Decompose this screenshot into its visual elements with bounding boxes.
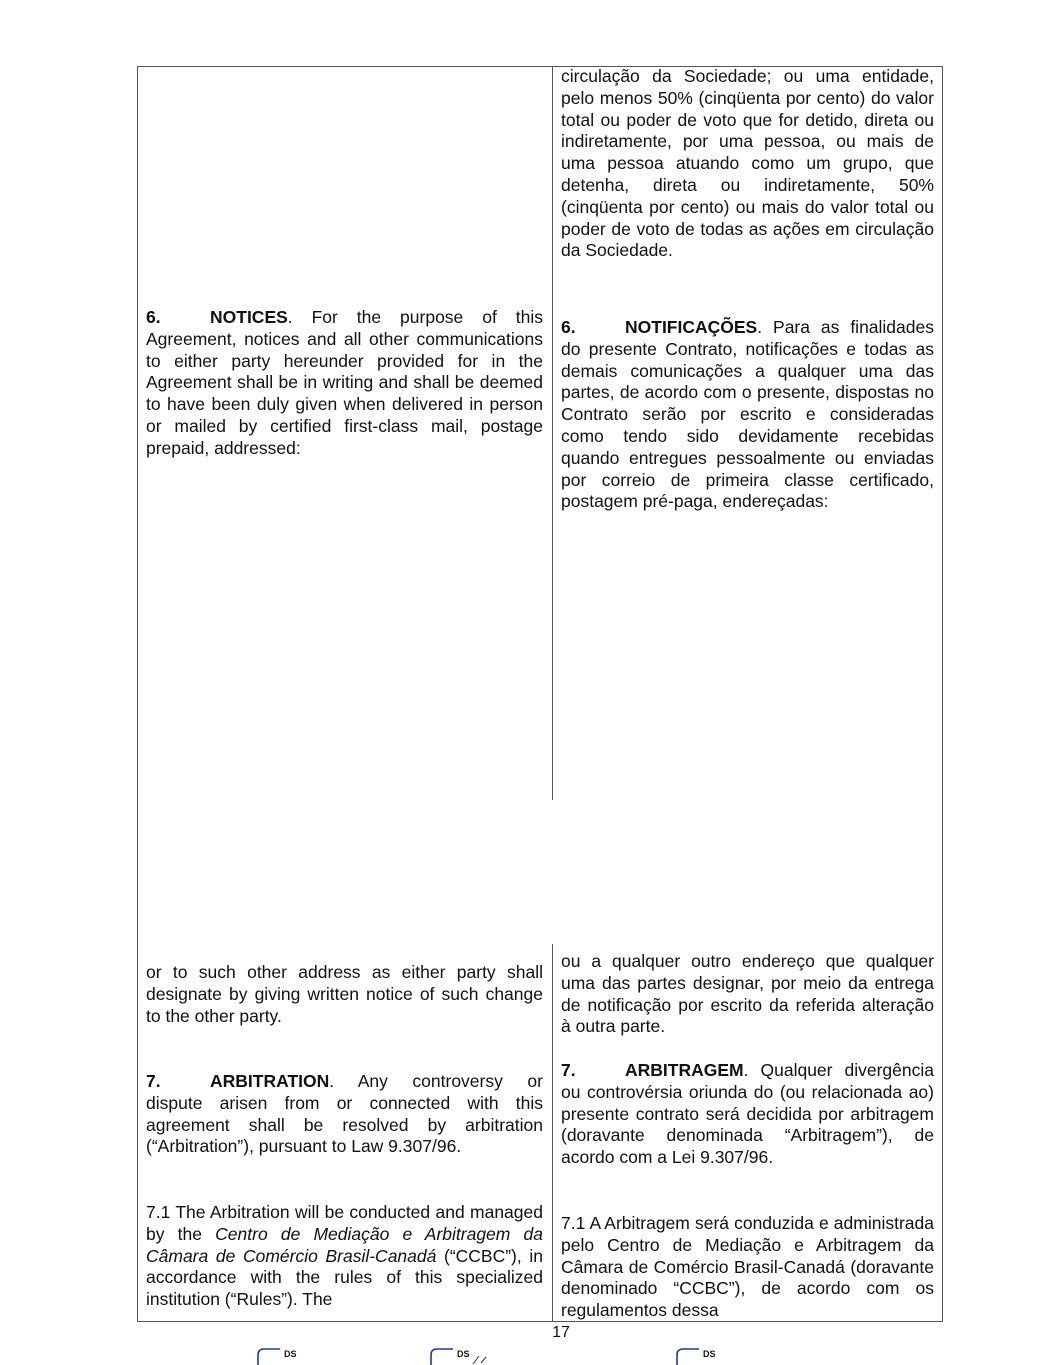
clause-71-after: (“CCBC”), in accordance with the rules of this specialized institution (“Rules”). The xyxy=(146,1245,543,1310)
cell-notices-en xyxy=(146,307,543,460)
clause-text: . Para as finalidades do presente Contrato, notificações e todas as demais comunicações a qualquer uma das partes, de acordo com o presente, dispostas no Contrato serão por escrito e consideradas como tendo sido devidamente recebidas quando entregues pessoalmente ou enviadas por correio de primeira classe certificado, postagem pré-paga, endereçadas: xyxy=(561,317,934,512)
clause-text: . For the purpose of this Agreement, notices and all other communications to either party hereunder provided for in the Agreement shall be in writing and shall be deemed to have been duly given when delivered in person or mailed by certified first-class mail, postage prepaid, addressed: xyxy=(146,307,543,458)
notices-clause-en xyxy=(146,307,543,460)
cell-address-pt xyxy=(561,951,934,1038)
cell-right-continuation xyxy=(561,66,934,262)
cell-arbitration-en xyxy=(146,1071,543,1158)
cell-clause-71-en xyxy=(146,1202,543,1311)
cell-arbitration-pt xyxy=(561,1060,934,1169)
ds-label: DS xyxy=(457,1349,470,1359)
ds-bracket-icon xyxy=(675,1348,705,1365)
continuation-text-pt: circulação da Sociedade; ou uma entidade, pelo menos 50% (cinqüenta por cento) do valor total ou poder de voto que for detido, direta ou indiretamente, por uma pessoa, ou mais de uma pessoa atuando como um grupo, que detenha, direta ou indiretamente, 50% (cinqüenta por cento) ou mais do valor total ou poder de voto de todas as ações em circulação da Sociedade. xyxy=(561,66,934,261)
clause-text: . Qualquer divergência ou controvérsia oriunda do (ou relacionada ao) presente contrato será decidida por arbitragem (doravante denominada “Arbitragem”), de acordo com a Lei 9.307/96. xyxy=(561,1060,934,1168)
clause-number: 7. xyxy=(561,1060,576,1080)
clause-71-en xyxy=(146,1202,543,1311)
cell-address-en xyxy=(146,962,543,1027)
institution-name: Centro de Mediação e Arbitragem da Câmara de Comércio Brasil-Canadá xyxy=(146,1223,543,1266)
cell-clause-71-pt xyxy=(561,1213,934,1322)
address-text-pt: ou a qualquer outro endereço que qualquer uma das partes designar, por meio da entrega de notificação por escrito da referida alteração à outra parte. xyxy=(561,951,934,1037)
clause-71-before: 7.1 The Arbitration will be conducted and managed by the xyxy=(146,1202,543,1244)
clause-71-pt: 7.1 A Arbitragem será conduzida e administrada pelo Centro de Mediação e Arbitragem da Câmara de Comércio Brasil-Canadá (doravante denominado “CCBC”), de acordo com os regulamentos dessa xyxy=(561,1213,934,1321)
docusign-initial-box-1 xyxy=(256,1348,316,1365)
docusign-initial-box-3 xyxy=(675,1348,735,1365)
cell-notices-pt xyxy=(561,317,934,513)
column-divider-bottom xyxy=(552,944,553,1322)
ds-label: DS xyxy=(284,1349,297,1359)
clause-heading: NOTICES xyxy=(210,307,288,327)
clause-number: 6. xyxy=(561,317,576,337)
clause-text: . Any controversy or dispute arisen from or connected with this agreement shall be resolved by arbitration (“Arbitration”), pursuant to Law 9.307/96. xyxy=(146,1071,543,1157)
ds-bracket-icon xyxy=(256,1348,286,1365)
clause-heading: ARBITRATION xyxy=(210,1071,330,1091)
address-text-en: or to such other address as either party shall designate by giving written notice of such change to the other party. xyxy=(146,962,543,1026)
page-number: 17 xyxy=(552,1324,570,1341)
ds-label: DS xyxy=(703,1349,716,1359)
column-divider-top xyxy=(552,66,553,800)
clause-number: 6. xyxy=(146,307,161,327)
clause-heading: NOTIFICAÇÕES xyxy=(625,317,758,337)
arbitration-clause-en xyxy=(146,1071,543,1158)
notices-clause-pt xyxy=(561,317,934,513)
arbitration-clause-pt xyxy=(561,1060,934,1169)
clause-heading: ARBITRAGEM xyxy=(625,1060,744,1080)
docusign-initial-box-2 xyxy=(429,1348,489,1365)
clause-number: 7. xyxy=(146,1071,161,1091)
